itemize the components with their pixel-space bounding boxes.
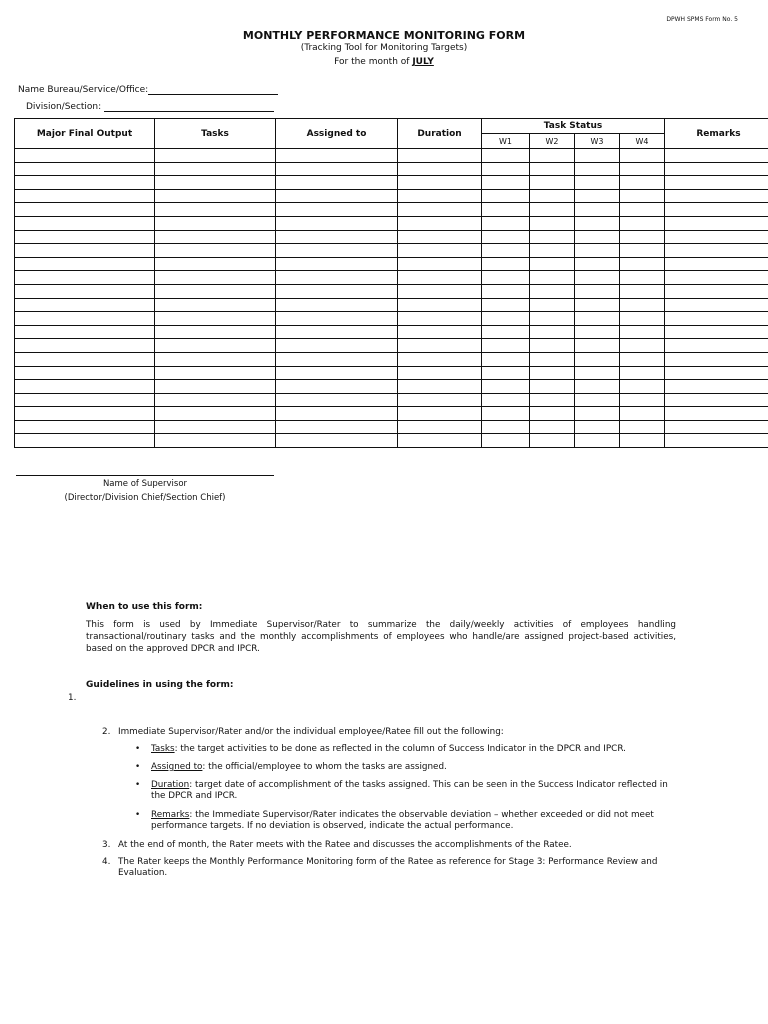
- bullet-term: Duration: [151, 780, 190, 790]
- table-cell[interactable]: [398, 203, 482, 217]
- supervisor-role-label: (Director/Division Chief/Section Chief): [64, 493, 226, 503]
- table-cell[interactable]: [15, 352, 155, 366]
- table-cell[interactable]: [620, 393, 665, 407]
- table-cell[interactable]: [530, 352, 575, 366]
- table-row: [15, 380, 768, 394]
- table-cell[interactable]: [15, 366, 155, 380]
- table-cell[interactable]: [620, 216, 665, 230]
- table-cell[interactable]: [482, 230, 530, 244]
- table-cell[interactable]: [665, 176, 768, 190]
- header-w1: W1: [482, 134, 530, 149]
- table-cell[interactable]: [15, 298, 155, 312]
- table-cell[interactable]: [575, 149, 620, 163]
- form-title: MONTHLY PERFORMANCE MONITORING FORM: [242, 29, 526, 42]
- table-cell[interactable]: [15, 325, 155, 339]
- table-cell[interactable]: [398, 366, 482, 380]
- table-row: [15, 393, 768, 407]
- header-w4: W4: [620, 134, 665, 149]
- table-cell[interactable]: [482, 298, 530, 312]
- table-cell[interactable]: [482, 244, 530, 258]
- table-cell[interactable]: [276, 339, 398, 353]
- table-cell[interactable]: [15, 420, 155, 434]
- month-value: JULY: [412, 57, 434, 67]
- header-remarks: Remarks: [665, 119, 768, 149]
- table-cell[interactable]: [155, 162, 276, 176]
- table-cell[interactable]: [276, 230, 398, 244]
- table-row: [15, 149, 768, 163]
- when-heading: When to use this form:: [86, 602, 203, 612]
- table-cell[interactable]: [482, 271, 530, 285]
- table-row: [15, 176, 768, 190]
- table-cell[interactable]: [530, 189, 575, 203]
- table-cell[interactable]: [15, 244, 155, 258]
- header-assigned-to: Assigned to: [276, 119, 398, 149]
- table-cell[interactable]: [398, 162, 482, 176]
- table-cell[interactable]: [276, 216, 398, 230]
- table-cell[interactable]: [15, 149, 155, 163]
- table-cell[interactable]: [276, 271, 398, 285]
- table-cell[interactable]: [276, 380, 398, 394]
- table-cell[interactable]: [482, 393, 530, 407]
- table-row: [15, 352, 768, 366]
- table-cell[interactable]: [665, 312, 768, 326]
- signature-line: [16, 475, 274, 476]
- table-cell[interactable]: [155, 271, 276, 285]
- header-major-final-output: Major Final Output: [15, 119, 155, 149]
- table-cell[interactable]: [155, 230, 276, 244]
- table-cell[interactable]: [665, 352, 768, 366]
- table-cell[interactable]: [530, 325, 575, 339]
- table-cell[interactable]: [665, 393, 768, 407]
- table-cell[interactable]: [575, 380, 620, 394]
- table-cell[interactable]: [482, 284, 530, 298]
- table-cell[interactable]: [575, 339, 620, 353]
- table-cell[interactable]: [155, 284, 276, 298]
- bullet-remarks: [135, 810, 678, 832]
- table-cell[interactable]: [575, 407, 620, 421]
- table-row: [15, 339, 768, 353]
- header-w3: W3: [575, 134, 620, 149]
- table-cell[interactable]: [530, 149, 575, 163]
- table-cell[interactable]: [276, 257, 398, 271]
- table-cell[interactable]: [482, 189, 530, 203]
- table-cell[interactable]: [398, 257, 482, 271]
- table-cell[interactable]: [398, 434, 482, 448]
- table-cell[interactable]: [665, 230, 768, 244]
- table-row: [15, 216, 768, 230]
- table-cell[interactable]: [530, 407, 575, 421]
- table-cell[interactable]: [530, 380, 575, 394]
- table-cell[interactable]: [530, 203, 575, 217]
- table-cell[interactable]: [482, 216, 530, 230]
- table-cell[interactable]: [620, 420, 665, 434]
- table-cell[interactable]: [398, 230, 482, 244]
- table-cell[interactable]: [15, 339, 155, 353]
- header-task-status: Task Status: [482, 119, 665, 134]
- monitoring-table: [14, 118, 768, 448]
- table-cell[interactable]: [530, 366, 575, 380]
- bullet-term: Assigned to: [151, 762, 203, 772]
- table-cell[interactable]: [482, 352, 530, 366]
- table-cell[interactable]: [575, 257, 620, 271]
- table-cell[interactable]: [620, 312, 665, 326]
- table-cell[interactable]: [620, 162, 665, 176]
- table-cell[interactable]: [276, 407, 398, 421]
- table-cell[interactable]: [665, 149, 768, 163]
- table-cell[interactable]: [155, 352, 276, 366]
- table-cell[interactable]: [155, 312, 276, 326]
- table-cell[interactable]: [15, 271, 155, 285]
- table-cell[interactable]: [575, 352, 620, 366]
- guideline-3-number: 3.: [102, 840, 111, 850]
- month-line: [0, 57, 768, 67]
- table-cell[interactable]: [276, 420, 398, 434]
- table-cell[interactable]: [482, 380, 530, 394]
- table-cell[interactable]: [482, 325, 530, 339]
- table-cell[interactable]: [665, 434, 768, 448]
- table-row: [15, 284, 768, 298]
- table-body: [15, 149, 768, 448]
- bullet-duration: [135, 780, 678, 802]
- month-prefix: For the month of: [334, 57, 410, 67]
- table-row: [15, 189, 768, 203]
- table-cell[interactable]: [15, 434, 155, 448]
- table-cell[interactable]: [530, 257, 575, 271]
- header-tasks: Tasks: [155, 119, 276, 149]
- table-cell[interactable]: [665, 203, 768, 217]
- table-cell[interactable]: [620, 230, 665, 244]
- table-cell[interactable]: [620, 203, 665, 217]
- table-cell[interactable]: [155, 244, 276, 258]
- table-cell[interactable]: [15, 312, 155, 326]
- table-cell[interactable]: [276, 189, 398, 203]
- table-row: [15, 203, 768, 217]
- table-cell[interactable]: [398, 298, 482, 312]
- table-cell[interactable]: [530, 393, 575, 407]
- table-cell[interactable]: [155, 366, 276, 380]
- table-cell[interactable]: [155, 149, 276, 163]
- table-cell[interactable]: [482, 339, 530, 353]
- table-cell[interactable]: [15, 230, 155, 244]
- table-cell[interactable]: [530, 244, 575, 258]
- table-cell[interactable]: [575, 312, 620, 326]
- table-cell[interactable]: [276, 352, 398, 366]
- table-cell[interactable]: [665, 420, 768, 434]
- table-cell[interactable]: [665, 257, 768, 271]
- table-cell[interactable]: [620, 271, 665, 285]
- table-cell[interactable]: [665, 407, 768, 421]
- table-cell[interactable]: [155, 380, 276, 394]
- table-cell[interactable]: [575, 434, 620, 448]
- bullet-assigned-to: [135, 762, 678, 773]
- guideline-2-number: 2.: [102, 727, 111, 737]
- bureau-input[interactable]: [148, 85, 278, 95]
- table-cell[interactable]: [620, 352, 665, 366]
- table-cell[interactable]: [620, 189, 665, 203]
- table-cell[interactable]: [276, 434, 398, 448]
- table-cell[interactable]: [620, 380, 665, 394]
- table-cell[interactable]: [665, 325, 768, 339]
- when-paragraph: This form is used by Immediate Supervisor/Rater to summarize the daily/weekly activities of employees handling transactional/routinary tasks and the monthly accomplishments of employees who handle/are assigned project-based activities, based on the approved DPCR and IPCR.: [86, 620, 676, 654]
- table-cell[interactable]: [15, 203, 155, 217]
- table-cell[interactable]: [575, 366, 620, 380]
- bullet-tasks: [135, 744, 678, 755]
- table-cell[interactable]: [155, 325, 276, 339]
- table-cell[interactable]: [155, 434, 276, 448]
- table-cell[interactable]: [15, 162, 155, 176]
- table-cell[interactable]: [665, 380, 768, 394]
- table-cell[interactable]: [482, 366, 530, 380]
- table-cell[interactable]: [482, 203, 530, 217]
- table-cell[interactable]: [398, 244, 482, 258]
- table-cell[interactable]: [276, 312, 398, 326]
- table-cell[interactable]: [620, 284, 665, 298]
- table-row: [15, 298, 768, 312]
- table-cell[interactable]: [398, 352, 482, 366]
- table-cell[interactable]: [398, 325, 482, 339]
- table-cell[interactable]: [575, 271, 620, 285]
- table-cell[interactable]: [665, 366, 768, 380]
- table-cell[interactable]: [15, 380, 155, 394]
- table-cell[interactable]: [482, 162, 530, 176]
- table-row: [15, 366, 768, 380]
- guidelines-heading: Guidelines in using the form:: [86, 680, 234, 690]
- table-cell[interactable]: [530, 298, 575, 312]
- bullet-text: : the Immediate Supervisor/Rater indicates the observable deviation – whether exceeded or did not meet performance targets. If no deviation is observed, indicate the actual performance.: [151, 810, 654, 831]
- table-cell[interactable]: [155, 339, 276, 353]
- table-cell[interactable]: [575, 216, 620, 230]
- table-cell[interactable]: [276, 325, 398, 339]
- bullet-text: : target date of accomplishment of the tasks assigned. This can be seen in the Success Indicator reflected in the DPCR and IPCR.: [151, 780, 668, 801]
- bullet-dot: •: [135, 744, 141, 754]
- table-cell[interactable]: [620, 257, 665, 271]
- table-row: [15, 162, 768, 176]
- table-cell[interactable]: [155, 257, 276, 271]
- table-cell[interactable]: [665, 216, 768, 230]
- division-input[interactable]: [104, 102, 274, 112]
- table-row: [15, 244, 768, 258]
- table-cell[interactable]: [276, 149, 398, 163]
- table-cell[interactable]: [620, 434, 665, 448]
- table-row: [15, 257, 768, 271]
- table-cell[interactable]: [398, 420, 482, 434]
- table-cell[interactable]: [620, 339, 665, 353]
- table-cell[interactable]: [276, 284, 398, 298]
- table-cell[interactable]: [155, 407, 276, 421]
- table-cell[interactable]: [276, 298, 398, 312]
- table-cell[interactable]: [398, 339, 482, 353]
- table-cell[interactable]: [482, 312, 530, 326]
- table-cell[interactable]: [665, 244, 768, 258]
- table-row: [15, 325, 768, 339]
- table-cell[interactable]: [155, 203, 276, 217]
- table-cell[interactable]: [620, 244, 665, 258]
- table-cell[interactable]: [665, 339, 768, 353]
- table-cell[interactable]: [276, 393, 398, 407]
- table-cell[interactable]: [398, 393, 482, 407]
- bullet-term: Remarks: [151, 810, 190, 820]
- table-cell[interactable]: [398, 176, 482, 190]
- table-cell[interactable]: [15, 189, 155, 203]
- table-cell[interactable]: [276, 162, 398, 176]
- header-w2: W2: [530, 134, 575, 149]
- table-cell[interactable]: [530, 434, 575, 448]
- table-cell[interactable]: [620, 149, 665, 163]
- table-cell[interactable]: [276, 203, 398, 217]
- table-cell[interactable]: [575, 230, 620, 244]
- guideline-4-text: The Rater keeps the Monthly Performance Monitoring form of the Ratee as reference for Stage 3: Performance Review and Evaluation.: [118, 857, 658, 878]
- table-cell[interactable]: [482, 257, 530, 271]
- table-cell[interactable]: [530, 271, 575, 285]
- table-cell[interactable]: [530, 312, 575, 326]
- table-cell[interactable]: [155, 393, 276, 407]
- table-row: [15, 230, 768, 244]
- guideline-2-text: Immediate Supervisor/Rater and/or the individual employee/Ratee fill out the following:: [118, 727, 504, 737]
- table-cell[interactable]: [665, 298, 768, 312]
- guideline-3-text: At the end of month, the Rater meets with the Ratee and discusses the accomplishments of the Ratee.: [118, 840, 572, 850]
- bullet-dot: •: [135, 762, 141, 772]
- table-row: [15, 312, 768, 326]
- table-row: [15, 434, 768, 448]
- table-cell[interactable]: [665, 189, 768, 203]
- table-cell[interactable]: [15, 216, 155, 230]
- table-cell[interactable]: [575, 284, 620, 298]
- bullet-dot: •: [135, 810, 141, 820]
- table-cell[interactable]: [398, 407, 482, 421]
- bullet-term: Tasks: [151, 744, 175, 754]
- table-cell[interactable]: [620, 298, 665, 312]
- table-cell[interactable]: [620, 407, 665, 421]
- table-cell[interactable]: [398, 380, 482, 394]
- form-number: DPWH SPMS Form No. 5: [666, 16, 738, 23]
- table-cell[interactable]: [575, 244, 620, 258]
- guideline-4-number: 4.: [102, 857, 111, 867]
- table-cell[interactable]: [276, 244, 398, 258]
- header-duration: Duration: [398, 119, 482, 149]
- table-cell[interactable]: [530, 162, 575, 176]
- table-cell[interactable]: [276, 366, 398, 380]
- table-cell[interactable]: [15, 284, 155, 298]
- table-cell[interactable]: [398, 312, 482, 326]
- table-cell[interactable]: [665, 271, 768, 285]
- division-label: Division/Section:: [26, 102, 102, 112]
- bureau-field[interactable]: [18, 85, 278, 95]
- table-cell[interactable]: [15, 176, 155, 190]
- bullet-text: : the official/employee to whom the tasks are assigned.: [202, 762, 447, 772]
- table-row: [15, 271, 768, 285]
- table-cell[interactable]: [15, 257, 155, 271]
- table-cell[interactable]: [398, 149, 482, 163]
- table-cell[interactable]: [398, 216, 482, 230]
- table-cell[interactable]: [620, 366, 665, 380]
- table-cell[interactable]: [482, 176, 530, 190]
- table-cell[interactable]: [276, 176, 398, 190]
- table-cell[interactable]: [482, 149, 530, 163]
- table-cell[interactable]: [482, 407, 530, 421]
- table-cell[interactable]: [575, 203, 620, 217]
- table-cell[interactable]: [398, 271, 482, 285]
- division-field[interactable]: [26, 102, 274, 112]
- table-row: [15, 420, 768, 434]
- table-cell[interactable]: [482, 420, 530, 434]
- table-cell[interactable]: [575, 298, 620, 312]
- table-cell[interactable]: [530, 176, 575, 190]
- table-cell[interactable]: [530, 420, 575, 434]
- table-cell[interactable]: [398, 189, 482, 203]
- table-cell[interactable]: [620, 325, 665, 339]
- table-cell[interactable]: [398, 284, 482, 298]
- table-cell[interactable]: [15, 393, 155, 407]
- table-cell[interactable]: [575, 325, 620, 339]
- table-cell[interactable]: [155, 216, 276, 230]
- bullet-dot: •: [135, 780, 141, 790]
- table-cell[interactable]: [530, 284, 575, 298]
- guideline-1-number: 1.: [68, 693, 77, 703]
- table-cell[interactable]: [155, 189, 276, 203]
- bullet-text: : the target activities to be done as reflected in the column of Success Indicator in the DPCR and IPCR.: [174, 744, 626, 754]
- table-cell[interactable]: [620, 176, 665, 190]
- table-cell[interactable]: [575, 162, 620, 176]
- table-cell[interactable]: [155, 298, 276, 312]
- table-cell[interactable]: [482, 434, 530, 448]
- table-row: [15, 407, 768, 421]
- table-cell[interactable]: [530, 230, 575, 244]
- table-cell[interactable]: [155, 420, 276, 434]
- table-cell[interactable]: [575, 420, 620, 434]
- table-cell[interactable]: [575, 176, 620, 190]
- table-cell[interactable]: [530, 216, 575, 230]
- table-cell[interactable]: [530, 339, 575, 353]
- table-cell[interactable]: [665, 284, 768, 298]
- supervisor-name-label: Name of Supervisor: [102, 479, 188, 489]
- form-subtitle: (Tracking Tool for Monitoring Targets): [300, 43, 468, 53]
- table-cell[interactable]: [575, 189, 620, 203]
- table-cell[interactable]: [665, 162, 768, 176]
- bureau-label: Name Bureau/Service/Office:: [18, 85, 149, 95]
- table-cell[interactable]: [575, 393, 620, 407]
- table-cell[interactable]: [155, 176, 276, 190]
- table-cell[interactable]: [15, 407, 155, 421]
